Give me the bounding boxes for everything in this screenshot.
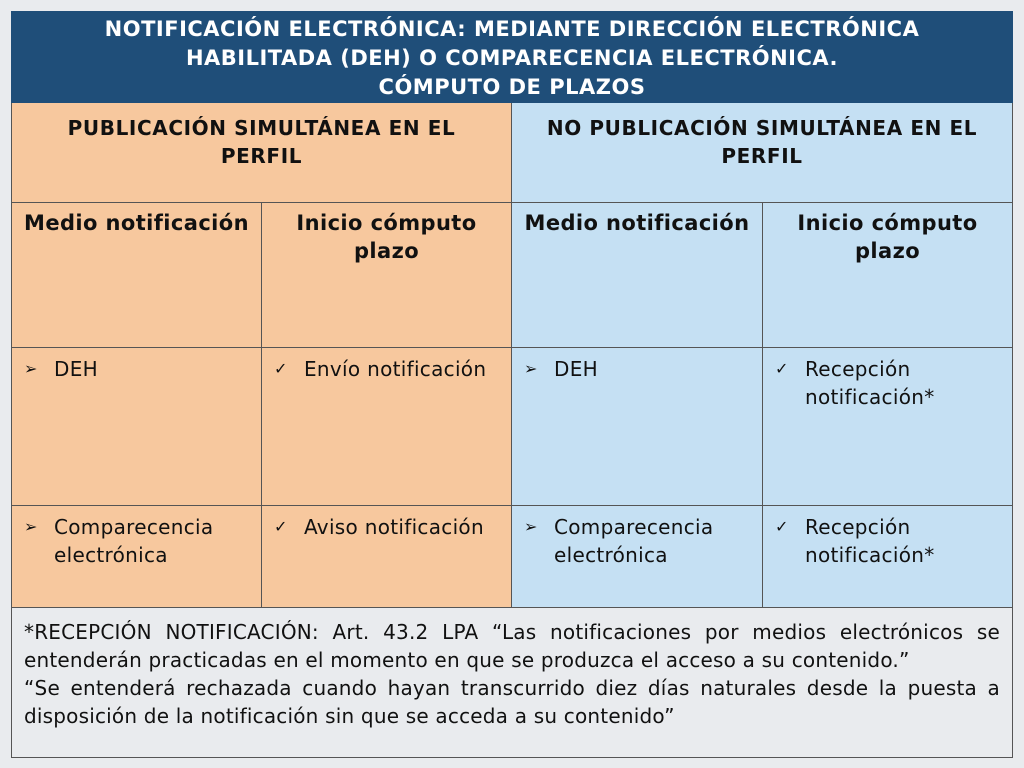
check-bullet-icon: ✓ [274, 517, 288, 536]
right-row1-medio [512, 348, 763, 506]
cell-text: DEH [54, 357, 98, 381]
left-row1-medio [11, 348, 262, 506]
left-col-header-medio: Medio notificación [11, 203, 262, 348]
footnote [11, 608, 1013, 758]
cell-text: Envío notificación [304, 357, 487, 381]
section-title-no-publicacion: NO PUBLICACIÓN SIMULTÁNEA EN EL PERFIL [512, 103, 1013, 203]
right-col-header-medio: Medio notificación [512, 203, 763, 348]
cell-text: Recepción notificación* [805, 515, 935, 567]
footnote-line-1: *RECEPCIÓN NOTIFICACIÓN: Art. 43.2 LPA “Las notificaciones por medios electrónicos se entenderán practicadas en el momento en que se produzca el acceso a su contenido.” [24, 620, 1000, 672]
arrow-bullet-icon: ➢ [524, 517, 538, 536]
right-col-header-inicio: Inicio cómputo plazo [763, 203, 1013, 348]
cell-text: Aviso notificación [304, 515, 484, 539]
cell-text: Recepción notificación* [805, 357, 935, 409]
right-row2-medio [512, 506, 763, 608]
arrow-bullet-icon: ➢ [524, 359, 538, 378]
left-row2-inicio [262, 506, 512, 608]
right-row2-inicio [763, 506, 1013, 608]
right-row1-inicio [763, 348, 1013, 506]
left-row2-medio [11, 506, 262, 608]
section-title-publicacion: PUBLICACIÓN SIMULTÁNEA EN EL PERFIL [11, 103, 512, 203]
slide-title: NOTIFICACIÓN ELECTRÓNICA: MEDIANTE DIRECCIÓN ELECTRÓNICA HABILITADA (DEH) O COMPARECENCIA ELECTRÓNICA. CÓMPUTO DE PLAZOS [11, 11, 1013, 103]
left-row1-inicio [262, 348, 512, 506]
check-bullet-icon: ✓ [775, 359, 789, 378]
check-bullet-icon: ✓ [775, 517, 789, 536]
cell-text: DEH [554, 357, 598, 381]
cell-text: Comparecencia electrónica [554, 515, 714, 567]
arrow-bullet-icon: ➢ [24, 359, 38, 378]
check-bullet-icon: ✓ [274, 359, 288, 378]
left-col-header-inicio: Inicio cómputo plazo [262, 203, 512, 348]
arrow-bullet-icon: ➢ [24, 517, 38, 536]
cell-text: Comparecencia electrónica [54, 515, 214, 567]
footnote-line-2: “Se entenderá rechazada cuando hayan transcurrido diez días naturales desde la puesta a disposición de la notificación sin que se acceda a su contenido” [24, 676, 1000, 728]
